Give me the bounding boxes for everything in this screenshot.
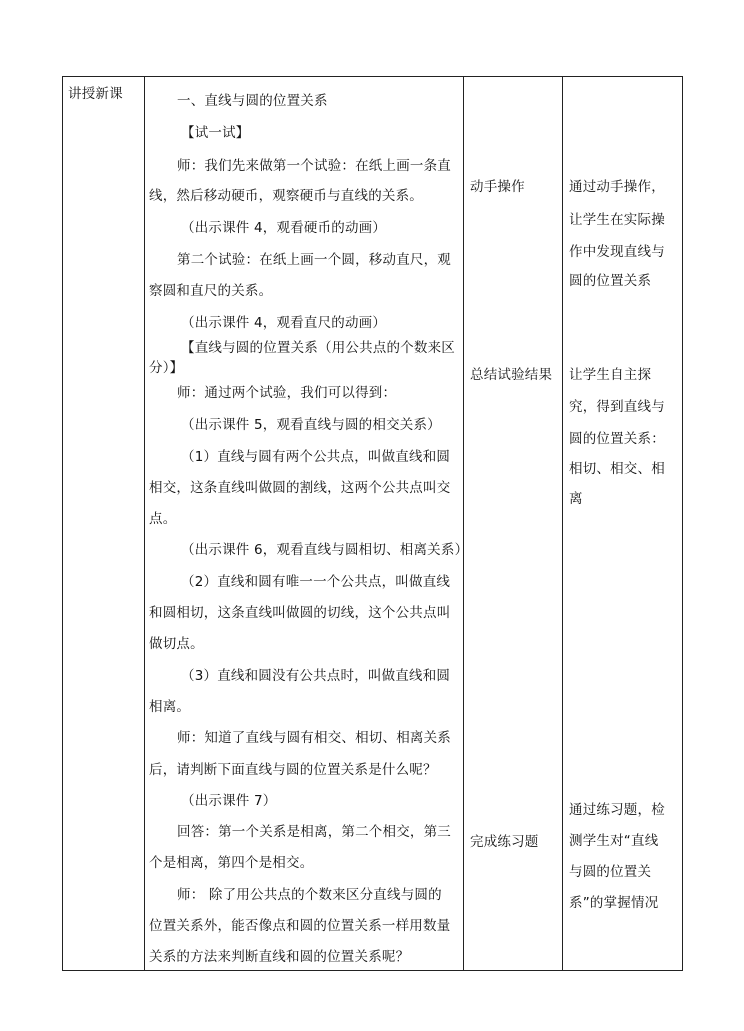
intent-line: 与圆的位置关 <box>569 864 652 880</box>
intent-line: 圆的位置关系 <box>569 273 652 289</box>
column-divider-2 <box>463 76 464 971</box>
content-line: 做切点。 <box>149 636 204 652</box>
content-line: 线，然后移动硬币，观察硬币与直线的关系。 <box>149 188 423 204</box>
content-line: 后，请判断下面直线与圆的位置关系是什么呢？ <box>149 762 437 778</box>
content-line: 分）】 <box>149 360 184 376</box>
activity-hands-on: 动手操作 <box>470 179 525 195</box>
table-left-border <box>62 76 63 971</box>
content-line: 师：通过两个试验，我们可以得到： <box>177 385 397 401</box>
content-line: 关系的方法来判断直线和圆的位置关系呢？ <box>149 949 410 965</box>
content-line: （出示课件 7） <box>181 793 277 809</box>
content-line: 【直线与圆的位置关系（用公共点的个数来区 <box>181 340 455 356</box>
table-bottom-border <box>62 970 683 971</box>
section-label: 讲授新课 <box>68 86 123 102</box>
content-line: 回答：第一个关系是相离，第二个相交，第三 <box>177 824 451 840</box>
table-top-border <box>62 76 683 77</box>
activity-summarize: 总结试验结果 <box>470 367 553 383</box>
content-line: （出示课件 4，观看硬币的动画） <box>181 220 387 236</box>
content-line: 点。 <box>149 511 177 527</box>
intent-line: 相切、相交、相 <box>569 461 665 477</box>
content-line: 一、直线与圆的位置关系 <box>177 93 328 109</box>
intent-line: 测学生对“直线 <box>569 833 659 849</box>
content-line: 第二个试验：在纸上画一个圆，移动直尺，观 <box>177 252 451 268</box>
column-divider-3 <box>562 76 563 971</box>
intent-line: 系”的掌握情况 <box>569 895 659 911</box>
content-line: （出示课件 4，观看直尺的动画） <box>181 315 387 331</box>
content-line: 察圆和直尺的关系。 <box>149 283 273 299</box>
content-line: （3）直线和圆没有公共点时，叫做直线和圆 <box>181 668 451 684</box>
content-line: 相离。 <box>149 699 191 715</box>
content-line: 师：我们先来做第一个试验：在纸上画一条直 <box>177 158 451 174</box>
content-line: （1）直线与圆有两个公共点，叫做直线和圆 <box>181 449 451 465</box>
content-line: 师： 除了用公共点的个数来区分直线与圆的 <box>177 887 442 903</box>
column-divider-1 <box>144 76 145 971</box>
content-line: （出示课件 6，观看直线与圆相切、相离关系） <box>181 542 469 558</box>
content-line: 相交，这条直线叫做圆的割线，这两个公共点叫交 <box>149 480 451 496</box>
intent-line: 离 <box>569 491 583 507</box>
intent-line: 究，得到直线与 <box>569 399 665 415</box>
intent-line: 作中发现直线与 <box>569 244 665 260</box>
content-line: 个是相离，第四个是相交。 <box>149 855 314 871</box>
intent-line: 让学生在实际操 <box>569 212 665 228</box>
intent-line: 通过练习题，检 <box>569 802 665 818</box>
content-line: 位置关系外，能否像点和圆的位置关系一样用数量 <box>149 918 451 934</box>
activity-exercise: 完成练习题 <box>470 834 539 850</box>
table-right-border <box>682 76 683 971</box>
content-line: （2）直线和圆有唯一一个公共点，叫做直线 <box>181 574 451 590</box>
content-line: 师：知道了直线与圆有相交、相切、相离关系 <box>177 730 451 746</box>
content-line: 和圆相切，这条直线叫做圆的切线，这个公共点叫 <box>149 605 451 621</box>
intent-line: 让学生自主探 <box>569 367 652 383</box>
content-line: 【试一试】 <box>181 125 250 141</box>
intent-line: 圆的位置关系： <box>569 431 665 447</box>
content-line: （出示课件 5，观看直线与圆的相交关系） <box>181 417 441 433</box>
intent-line: 通过动手操作， <box>569 179 665 195</box>
